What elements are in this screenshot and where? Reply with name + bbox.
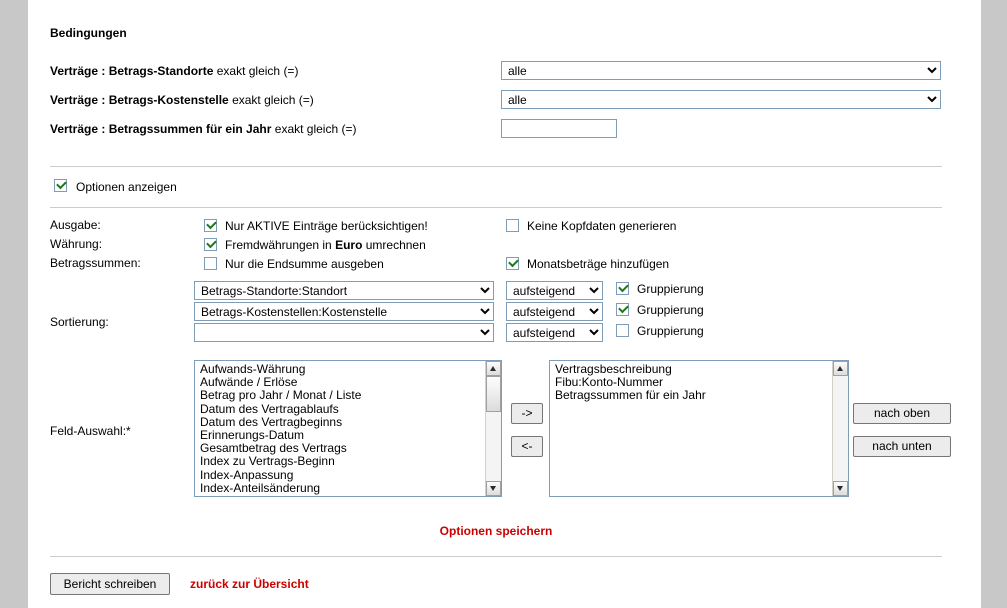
- checkbox-add-monthly[interactable]: [506, 257, 519, 270]
- grouping-checkbox-2[interactable]: [616, 303, 629, 316]
- sorting-label: Sortierung:: [50, 315, 109, 329]
- checkbox-convert-currency-text-1: Fremdwährungen in: [225, 238, 336, 252]
- available-fields-scrollbar[interactable]: [485, 361, 501, 496]
- condition-field-2: Verträge : Betrags-Kostenstelle: [50, 93, 229, 107]
- checkbox-only-total[interactable]: [204, 257, 217, 270]
- scroll-down-icon[interactable]: [833, 481, 848, 496]
- sort-field-select-3[interactable]: [194, 323, 494, 342]
- content-area: [28, 0, 981, 608]
- grouping-checkbox-3[interactable]: [616, 324, 629, 337]
- selected-fields-listbox[interactable]: [549, 360, 849, 497]
- show-options-label: Optionen anzeigen: [76, 180, 177, 194]
- triangle-up-icon: [837, 366, 843, 371]
- selected-fields-scrollbar[interactable]: [832, 361, 848, 496]
- grouping-checkbox-1[interactable]: [616, 282, 629, 295]
- condition-operator-2: exakt gleich (=): [232, 93, 314, 107]
- checkbox-convert-currency-text-2: umrechnen: [362, 238, 426, 252]
- checkbox-only-active[interactable]: [204, 219, 217, 232]
- list-item[interactable]: Betrag pro Jahr / Monat / Liste: [200, 388, 362, 403]
- options-row-label-waehrung: Währung:: [50, 237, 103, 251]
- checkbox-no-header-data-label: Keine Kopfdaten generieren: [527, 219, 677, 233]
- scroll-thumb[interactable]: [486, 376, 501, 412]
- triangle-down-icon: [837, 486, 843, 491]
- scroll-track[interactable]: [833, 376, 848, 481]
- list-item[interactable]: Erinnerungs-Datum: [200, 428, 305, 443]
- checkbox-convert-currency-euro: Euro: [335, 238, 363, 252]
- checkbox-only-total-label: Nur die Endsumme ausgeben: [225, 257, 384, 271]
- page-right-gutter: [981, 0, 1007, 608]
- checkbox-add-monthly-label: Monatsbeträge hinzufügen: [527, 257, 670, 271]
- scroll-up-icon[interactable]: [486, 361, 501, 376]
- condition-field-3: Verträge : Betragssummen für ein Jahr: [50, 122, 272, 136]
- list-item[interactable]: Aufwände / Erlöse: [200, 375, 298, 390]
- checkbox-only-active-label: Nur AKTIVE Einträge berücksichtigen!: [225, 219, 428, 233]
- selected-fields-list: [550, 361, 832, 403]
- list-item[interactable]: Betragssummen für ein Jahr: [555, 388, 706, 403]
- condition-select-kostenstelle[interactable]: [501, 90, 941, 109]
- list-item[interactable]: Index zu Vertrags-Beginn: [200, 454, 335, 469]
- list-item[interactable]: Gesamtbetrag des Vertrags: [200, 441, 347, 456]
- options-row-label-betragssummen: Betragssummen:: [50, 256, 141, 270]
- list-item[interactable]: Datum des Vertragbeginns: [200, 414, 343, 429]
- sort-direction-select-3[interactable]: [506, 323, 603, 342]
- sort-field-select-1[interactable]: [194, 281, 494, 300]
- condition-label-1: [50, 64, 298, 78]
- condition-operator-3: exakt gleich (=): [274, 122, 357, 136]
- save-options-link[interactable]: Optionen speichern: [439, 524, 553, 538]
- sort-direction-select-2[interactable]: [506, 302, 603, 321]
- list-item[interactable]: Fibu:Konto-Nummer: [555, 375, 664, 390]
- list-item[interactable]: Aufwands-Währung: [200, 362, 306, 376]
- available-fields-list: [195, 361, 485, 495]
- options-row-label-ausgabe: Ausgabe:: [50, 218, 101, 232]
- scroll-up-icon[interactable]: [833, 361, 848, 376]
- add-field-button[interactable]: ->: [511, 403, 543, 424]
- divider-options: [50, 207, 942, 208]
- checkbox-no-header-data[interactable]: [506, 219, 519, 232]
- divider-top: [50, 166, 942, 167]
- scroll-down-icon[interactable]: [486, 481, 501, 496]
- grouping-label-2: Gruppierung: [637, 303, 704, 317]
- condition-label-3: [50, 122, 356, 136]
- divider-footer: [50, 556, 942, 557]
- list-item[interactable]: Datum des Vertragablaufs: [200, 401, 339, 416]
- condition-operator-1: exakt gleich (=): [216, 64, 299, 78]
- checkbox-convert-currency-label: [225, 238, 426, 252]
- remove-field-button[interactable]: <-: [511, 436, 543, 457]
- show-options-checkbox[interactable]: [54, 179, 67, 192]
- grouping-label-1: Gruppierung: [637, 282, 704, 296]
- page-left-gutter: [0, 0, 28, 608]
- condition-field-1: Verträge : Betrags-Standorte: [50, 64, 214, 78]
- triangle-down-icon: [490, 486, 496, 491]
- available-fields-listbox[interactable]: [194, 360, 502, 497]
- checkbox-convert-currency[interactable]: [204, 238, 217, 251]
- sort-direction-select-1[interactable]: [506, 281, 603, 300]
- write-report-button[interactable]: Bericht schreiben: [50, 573, 170, 595]
- condition-input-jahr[interactable]: [501, 119, 617, 138]
- grouping-label-3: Gruppierung: [637, 324, 704, 338]
- triangle-up-icon: [490, 366, 496, 371]
- move-up-button[interactable]: nach oben: [853, 403, 951, 424]
- move-down-button[interactable]: nach unten: [853, 436, 951, 457]
- back-to-overview-link[interactable]: zurück zur Übersicht: [190, 577, 309, 591]
- condition-label-2: [50, 93, 314, 107]
- sort-field-select-2[interactable]: [194, 302, 494, 321]
- list-item[interactable]: Vertragsbeschreibung: [555, 362, 672, 376]
- condition-select-standorte[interactable]: [501, 61, 941, 80]
- list-item[interactable]: Index-Anpassung: [200, 467, 294, 482]
- section-title: Bedingungen: [50, 26, 127, 40]
- list-item[interactable]: Index-Anteilsänderung: [200, 480, 321, 495]
- field-selection-label: Feld-Auswahl:*: [50, 424, 131, 438]
